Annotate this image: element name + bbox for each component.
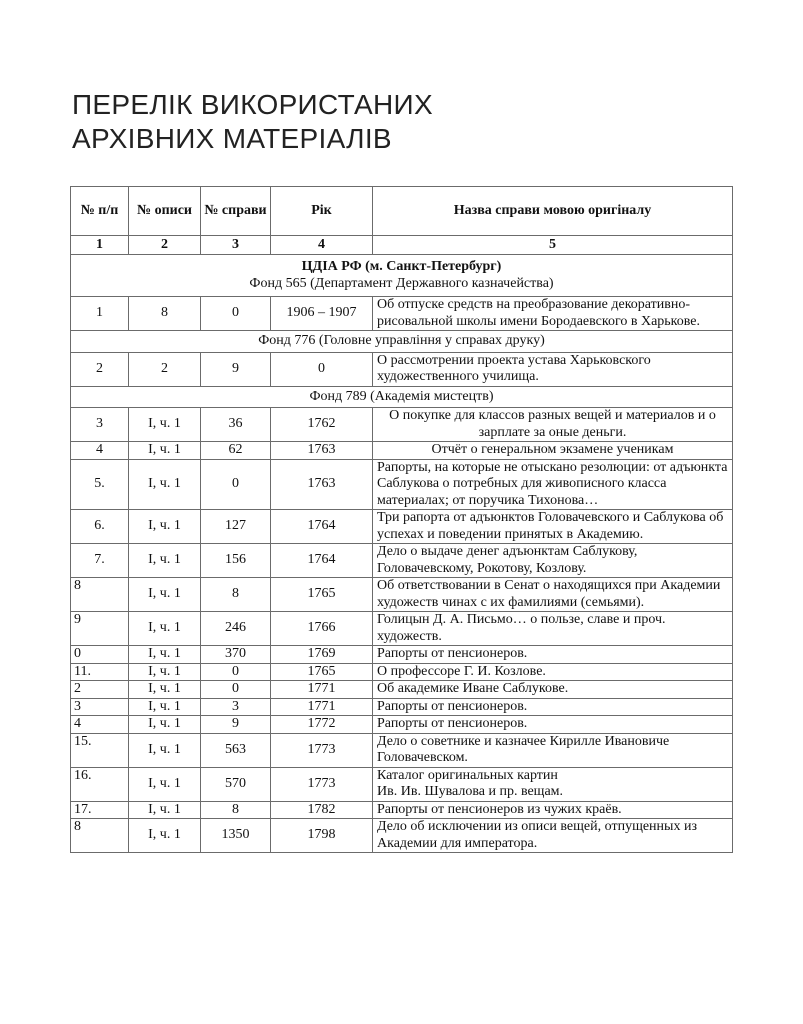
table-row (71, 352, 733, 386)
file-number: 246 (201, 612, 271, 646)
file-year: 1766 (271, 612, 373, 646)
inventory-number: 8 (129, 297, 201, 331)
table-row (71, 698, 733, 716)
file-number: 370 (201, 646, 271, 664)
archive-name: ЦДІА РФ (м. Санкт-Петербург) (301, 259, 502, 274)
item-number: 11. (71, 663, 129, 681)
file-number: 8 (201, 578, 271, 612)
file-title: Рапорты от пенсионеров. (373, 698, 733, 716)
table-row (71, 733, 733, 767)
file-number: 36 (201, 408, 271, 442)
file-year: 1764 (271, 510, 373, 544)
column-number: 5 (373, 236, 733, 255)
inventory-number: I, ч. 1 (129, 801, 201, 819)
table-row (71, 459, 733, 510)
table-row (71, 681, 733, 699)
file-number: 0 (201, 297, 271, 331)
file-number: 563 (201, 733, 271, 767)
item-number: 8 (71, 578, 129, 612)
file-number: 9 (201, 352, 271, 386)
item-number: 2 (71, 352, 129, 386)
file-number: 9 (201, 716, 271, 734)
inventory-number: I, ч. 1 (129, 681, 201, 699)
inventory-number: I, ч. 1 (129, 733, 201, 767)
header-year: Рік (271, 187, 373, 236)
inventory-number: I, ч. 1 (129, 716, 201, 734)
item-number: 4 (71, 716, 129, 734)
file-year: 1762 (271, 408, 373, 442)
file-number: 0 (201, 459, 271, 510)
file-year: 1769 (271, 646, 373, 664)
table-row (71, 646, 733, 664)
archive-heading-cell (71, 255, 733, 297)
column-number: 4 (271, 236, 373, 255)
file-year: 0 (271, 352, 373, 386)
page-title-line-2: АРХІВНИХ МАТЕРІАЛІВ (72, 123, 392, 154)
file-title: Отчёт о генеральном экзамене ученикам (373, 442, 733, 460)
inventory-number: I, ч. 1 (129, 612, 201, 646)
file-year: 1771 (271, 698, 373, 716)
item-number: 4 (71, 442, 129, 460)
table-row (71, 408, 733, 442)
file-number: 156 (201, 544, 271, 578)
inventory-number: I, ч. 1 (129, 819, 201, 853)
page-title (72, 88, 433, 156)
inventory-number: I, ч. 1 (129, 767, 201, 801)
file-year: 1773 (271, 733, 373, 767)
file-number: 1350 (201, 819, 271, 853)
table-row (71, 297, 733, 331)
column-number: 3 (201, 236, 271, 255)
file-year: 1772 (271, 716, 373, 734)
column-number: 1 (71, 236, 129, 255)
item-number: 9 (71, 612, 129, 646)
table-row (71, 716, 733, 734)
table-row (71, 767, 733, 801)
item-number: 3 (71, 408, 129, 442)
file-title: О рассмотрении проекта устава Харьковского художественного училища. (373, 352, 733, 386)
page-title-line-1: ПЕРЕЛІК ВИКОРИСТАНИХ (72, 89, 433, 120)
inventory-number: I, ч. 1 (129, 442, 201, 460)
file-number: 127 (201, 510, 271, 544)
file-title: О покупке для классов разных вещей и материалов и о зарплате за оные деньги. (373, 408, 733, 442)
file-number: 0 (201, 663, 271, 681)
file-number: 8 (201, 801, 271, 819)
archive-heading-row (71, 255, 733, 297)
file-number: 62 (201, 442, 271, 460)
table-row (71, 819, 733, 853)
item-number: 15. (71, 733, 129, 767)
header-item-number: № п/п (71, 187, 129, 236)
item-number: 16. (71, 767, 129, 801)
file-number: 0 (201, 681, 271, 699)
file-title: Дело о выдаче денег адъюнктам Саблукову, Головачевскому, Рокотову, Козлову. (373, 544, 733, 578)
item-number: 7. (71, 544, 129, 578)
file-title (373, 767, 733, 801)
file-title-line-1: Каталог оригинальных картин (377, 767, 558, 783)
file-year: 1773 (271, 767, 373, 801)
item-number: 2 (71, 681, 129, 699)
file-title: Дело о советнике и казначее Кирилле Ивановиче Головачевском. (373, 733, 733, 767)
header-file-number: № справи (201, 187, 271, 236)
file-year: 1771 (271, 681, 373, 699)
table-row (71, 544, 733, 578)
fund-heading-row (71, 331, 733, 353)
item-number: 8 (71, 819, 129, 853)
item-number: 3 (71, 698, 129, 716)
table-row (71, 612, 733, 646)
item-number: 5. (71, 459, 129, 510)
table-row (71, 801, 733, 819)
file-year: 1763 (271, 459, 373, 510)
file-title: О профессоре Г. И. Козлове. (373, 663, 733, 681)
fund-label: Фонд 565 (Департамент Державного казначейства) (249, 275, 554, 291)
file-title: Об академике Иване Саблукове. (373, 681, 733, 699)
archive-materials-table (70, 186, 733, 853)
file-title: Об отпуске средств на преобразование декоративно-рисовальной школы имени Бородаевского в Харькове. (373, 297, 733, 331)
fund-label: Фонд 789 (Академія мистецтв) (71, 386, 733, 408)
fund-heading-row (71, 386, 733, 408)
fund-label: Фонд 776 (Головне управління у справах друку) (71, 331, 733, 353)
inventory-number: I, ч. 1 (129, 408, 201, 442)
file-title: Рапорты от пенсионеров. (373, 646, 733, 664)
inventory-number: 2 (129, 352, 201, 386)
header-file-title: Назва справи мовою оригіналу (373, 187, 733, 236)
file-year: 1764 (271, 544, 373, 578)
inventory-number: I, ч. 1 (129, 578, 201, 612)
file-year: 1906 – 1907 (271, 297, 373, 331)
item-number: 6. (71, 510, 129, 544)
table-row (71, 510, 733, 544)
table-row (71, 578, 733, 612)
file-title-line-2: Ив. Ив. Шувалова и пр. вещам. (377, 784, 564, 799)
inventory-number: I, ч. 1 (129, 544, 201, 578)
item-number: 0 (71, 646, 129, 664)
inventory-number: I, ч. 1 (129, 646, 201, 664)
file-number: 3 (201, 698, 271, 716)
file-year: 1782 (271, 801, 373, 819)
inventory-number: I, ч. 1 (129, 698, 201, 716)
file-title: Голицын Д. А. Письмо… о пользе, славе и проч. художеств. (373, 612, 733, 646)
table-header-row (71, 187, 733, 236)
file-year: 1765 (271, 663, 373, 681)
table-row (71, 442, 733, 460)
header-inventory-number: № описи (129, 187, 201, 236)
file-title: Об ответствовании в Сенат о находящихся при Академии художеств чинах с их фамилиями (семьями). (373, 578, 733, 612)
table-row (71, 663, 733, 681)
inventory-number: I, ч. 1 (129, 663, 201, 681)
file-year: 1798 (271, 819, 373, 853)
column-numbering-row (71, 236, 733, 255)
file-title: Рапорты от пенсионеров из чужих краёв. (373, 801, 733, 819)
column-number: 2 (129, 236, 201, 255)
file-title: Дело об исключении из описи вещей, отпущенных из Академии для императора. (373, 819, 733, 853)
inventory-number: I, ч. 1 (129, 459, 201, 510)
item-number: 1 (71, 297, 129, 331)
file-year: 1763 (271, 442, 373, 460)
file-title: Рапорты от пенсионеров. (373, 716, 733, 734)
file-year: 1765 (271, 578, 373, 612)
file-title: Три рапорта от адъюнктов Головачевского и Саблукова об успехах и поведении принятых в Академию. (373, 510, 733, 544)
item-number: 17. (71, 801, 129, 819)
inventory-number: I, ч. 1 (129, 510, 201, 544)
file-title: Рапорты, на которые не отыскано резолюции: от адъюнкта Саблукова о потребных для живописного класса материалах; от поручика Тихонова… (373, 459, 733, 510)
file-number: 570 (201, 767, 271, 801)
